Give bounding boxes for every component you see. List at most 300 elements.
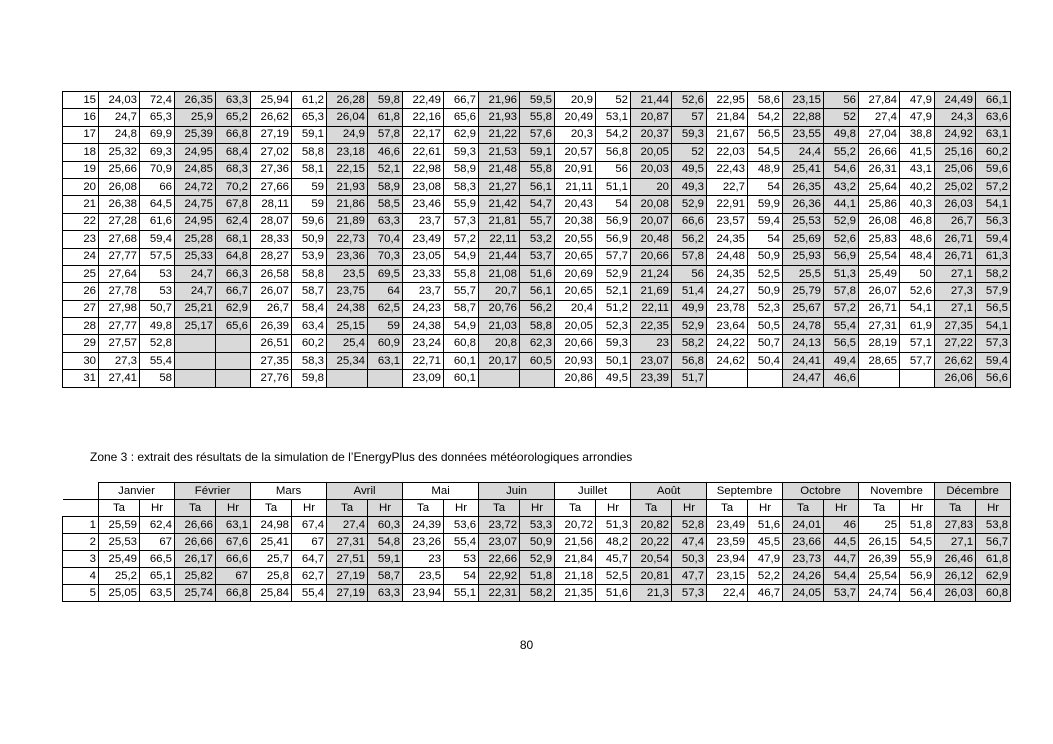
ta-header: Ta xyxy=(327,500,368,517)
hr-cell: 56 xyxy=(672,265,707,282)
ta-cell: 25 xyxy=(859,517,900,534)
month-header: Mai xyxy=(403,483,479,500)
hr-cell: 61,8 xyxy=(368,109,403,126)
hr-cell: 51,6 xyxy=(748,517,783,534)
ta-cell: 25,53 xyxy=(783,213,824,230)
table-row xyxy=(63,196,1011,213)
ta-cell: 25,83 xyxy=(859,231,900,248)
hr-cell: 53,9 xyxy=(292,248,327,265)
hr-cell: 52,9 xyxy=(672,196,707,213)
corner-cell xyxy=(63,483,99,500)
hr-header: Hr xyxy=(292,500,327,517)
table-row xyxy=(63,551,1011,568)
ta-cell: 26,17 xyxy=(175,551,216,568)
hr-cell: 67 xyxy=(140,534,175,551)
ta-cell: 20,54 xyxy=(631,551,672,568)
ta-cell: 24,49 xyxy=(935,92,976,109)
ta-header: Ta xyxy=(631,500,672,517)
hr-cell: 54,4 xyxy=(824,568,859,585)
ta-cell: 20,69 xyxy=(555,265,596,282)
hr-cell: 66,8 xyxy=(216,585,251,602)
ta-cell: 23,15 xyxy=(707,568,748,585)
ta-cell: 25,39 xyxy=(175,126,216,143)
ta-cell: 21,53 xyxy=(479,144,520,161)
hr-cell: 56,2 xyxy=(672,231,707,248)
hr-cell: 48,2 xyxy=(596,534,631,551)
ta-cell: 20,93 xyxy=(555,352,596,369)
hr-cell: 52,2 xyxy=(748,568,783,585)
ta-cell: 23,26 xyxy=(403,534,444,551)
table-row xyxy=(63,92,1011,109)
day-cell: 30 xyxy=(63,352,99,369)
hr-cell: 55,4 xyxy=(444,534,479,551)
hr-cell: 54,6 xyxy=(824,161,859,178)
hr-cell: 60,5 xyxy=(520,352,555,369)
hr-cell: 65,3 xyxy=(140,109,175,126)
ta-cell: 20,03 xyxy=(631,161,672,178)
hr-cell: 52,9 xyxy=(520,551,555,568)
hr-cell: 43,1 xyxy=(900,161,935,178)
ta-cell: 22,03 xyxy=(707,144,748,161)
ta-cell: 27,3 xyxy=(935,283,976,300)
month-header: Février xyxy=(175,483,251,500)
hr-cell: 51,6 xyxy=(596,585,631,602)
hr-cell: 53 xyxy=(140,283,175,300)
ta-cell: 24,38 xyxy=(403,318,444,335)
ta-cell: 27,02 xyxy=(251,144,292,161)
hr-cell: 58,8 xyxy=(520,318,555,335)
ta-cell: 20,65 xyxy=(555,283,596,300)
hr-cell: 60,3 xyxy=(368,517,403,534)
hr-cell: 62,5 xyxy=(368,300,403,317)
ta-cell: 26,66 xyxy=(175,534,216,551)
ta-cell: 25,9 xyxy=(175,109,216,126)
hr-cell: 65,6 xyxy=(444,109,479,126)
hr-cell: 69,3 xyxy=(140,144,175,161)
hr-cell: 51,8 xyxy=(520,568,555,585)
ta-cell: 25,33 xyxy=(175,248,216,265)
ta-cell: 20,66 xyxy=(555,335,596,352)
ta-cell: 26,35 xyxy=(783,178,824,195)
ta-cell: 22,15 xyxy=(327,161,368,178)
hr-cell: 60,8 xyxy=(444,335,479,352)
hr-cell: 57,8 xyxy=(672,248,707,265)
ta-cell: 25,94 xyxy=(251,92,292,109)
hr-cell: 51,4 xyxy=(672,283,707,300)
hr-cell: 66,8 xyxy=(216,126,251,143)
hr-cell: 53,7 xyxy=(824,585,859,602)
ta-cell: 22,66 xyxy=(479,551,520,568)
ta-cell: 23,7 xyxy=(403,283,444,300)
ta-cell: 22,49 xyxy=(403,92,444,109)
ta-cell: 27,51 xyxy=(327,551,368,568)
hr-cell: 52,3 xyxy=(596,318,631,335)
ta-header: Ta xyxy=(99,500,140,517)
hr-cell: 48,6 xyxy=(900,231,935,248)
ta-cell: 23,94 xyxy=(707,551,748,568)
page-number: 80 xyxy=(519,638,534,652)
hr-cell: 44,5 xyxy=(824,534,859,551)
hr-cell: 68,3 xyxy=(216,161,251,178)
hr-cell: 59,3 xyxy=(672,126,707,143)
hr-cell: 55,7 xyxy=(444,283,479,300)
ta-cell: 27,19 xyxy=(251,126,292,143)
ta-header: Ta xyxy=(935,500,976,517)
ta-cell: 21,56 xyxy=(555,534,596,551)
ta-cell: 21,89 xyxy=(327,213,368,230)
table-row xyxy=(63,370,1011,387)
hr-cell: 56,9 xyxy=(596,231,631,248)
ta-cell: 24,22 xyxy=(707,335,748,352)
hr-cell: 63,3 xyxy=(368,585,403,602)
hr-cell: 56,2 xyxy=(520,300,555,317)
hr-cell: 58,9 xyxy=(444,161,479,178)
ta-cell: 22,98 xyxy=(403,161,444,178)
ta-cell: 27,19 xyxy=(327,585,368,602)
ta-cell: 23,55 xyxy=(783,126,824,143)
ta-cell: 22,17 xyxy=(403,126,444,143)
hr-cell: 54,1 xyxy=(900,300,935,317)
hr-cell: 59,5 xyxy=(520,92,555,109)
ta-cell: 20 xyxy=(631,178,672,195)
ta-cell: 25,86 xyxy=(859,196,900,213)
hr-cell: 66 xyxy=(140,178,175,195)
hr-cell: 54,5 xyxy=(748,144,783,161)
hr-cell: 59,4 xyxy=(976,352,1011,369)
ta-cell: 27,1 xyxy=(935,534,976,551)
ta-cell: 20,48 xyxy=(631,231,672,248)
day-cell: 5 xyxy=(63,585,99,602)
month-header: Août xyxy=(631,483,707,500)
ta-cell: 25,74 xyxy=(175,585,216,602)
hr-cell: 43,2 xyxy=(824,178,859,195)
day-cell: 2 xyxy=(63,534,99,551)
hr-cell: 57,3 xyxy=(444,213,479,230)
hr-cell: 59 xyxy=(368,318,403,335)
hr-cell: 63,1 xyxy=(368,352,403,369)
ta-cell: 23 xyxy=(631,335,672,352)
hr-cell: 53,6 xyxy=(444,517,479,534)
ta-cell: 24,4 xyxy=(783,144,824,161)
ta-cell: 26,39 xyxy=(251,318,292,335)
hr-cell: 52 xyxy=(672,144,707,161)
ta-cell: 27,77 xyxy=(99,248,140,265)
hr-cell xyxy=(216,352,251,369)
ta-cell: 25,84 xyxy=(251,585,292,602)
hr-cell: 47,9 xyxy=(900,92,935,109)
hr-cell: 58,7 xyxy=(292,283,327,300)
ta-cell: 24,3 xyxy=(935,109,976,126)
hr-cell: 60,2 xyxy=(292,335,327,352)
hr-cell: 59,8 xyxy=(292,370,327,387)
ta-cell: 21,93 xyxy=(327,178,368,195)
hr-cell: 70,4 xyxy=(368,231,403,248)
table-row xyxy=(63,109,1011,126)
ta-cell: 25,05 xyxy=(99,585,140,602)
hr-header: Hr xyxy=(976,500,1011,517)
ta-cell: 23,94 xyxy=(403,585,444,602)
hr-cell: 51,3 xyxy=(824,265,859,282)
hr-cell: 58,1 xyxy=(292,161,327,178)
hr-cell: 54,5 xyxy=(900,534,935,551)
hr-cell: 60,1 xyxy=(444,352,479,369)
hr-cell: 50,5 xyxy=(748,318,783,335)
hr-cell: 60,9 xyxy=(368,335,403,352)
ta-cell: 23,07 xyxy=(631,352,672,369)
hr-cell: 56,6 xyxy=(976,370,1011,387)
ta-cell: 24,8 xyxy=(99,126,140,143)
table-row xyxy=(63,126,1011,143)
hr-cell xyxy=(520,370,555,387)
hr-cell: 55,4 xyxy=(292,585,327,602)
ta-cell: 25,67 xyxy=(783,300,824,317)
hr-cell: 52,9 xyxy=(596,265,631,282)
ta-cell: 24,78 xyxy=(783,318,824,335)
hr-cell: 67 xyxy=(216,568,251,585)
hr-cell xyxy=(216,370,251,387)
ta-cell: 25,79 xyxy=(783,283,824,300)
hr-cell: 58,3 xyxy=(444,178,479,195)
hr-header: Hr xyxy=(596,500,631,517)
month-header: Décembre xyxy=(935,483,1011,500)
hr-cell: 54,2 xyxy=(596,126,631,143)
hr-cell: 66,6 xyxy=(216,551,251,568)
ta-cell: 20,81 xyxy=(631,568,672,585)
ta-cell: 24,48 xyxy=(707,248,748,265)
ta-cell: 27,28 xyxy=(99,213,140,230)
ta-cell: 27,22 xyxy=(935,335,976,352)
hr-cell: 54,2 xyxy=(748,109,783,126)
ta-cell: 22,61 xyxy=(403,144,444,161)
hr-cell: 51,2 xyxy=(596,300,631,317)
hr-cell: 59,1 xyxy=(368,551,403,568)
ta-cell: 24,47 xyxy=(783,370,824,387)
hr-cell: 61,9 xyxy=(900,318,935,335)
hr-cell: 59,8 xyxy=(368,92,403,109)
ta-cell: 25,7 xyxy=(251,551,292,568)
hr-cell: 52,9 xyxy=(824,213,859,230)
ta-cell: 25,41 xyxy=(783,161,824,178)
hr-cell: 57,2 xyxy=(824,300,859,317)
ta-cell: 25,49 xyxy=(859,265,900,282)
hr-cell: 67,8 xyxy=(216,196,251,213)
ta-cell: 28,07 xyxy=(251,213,292,230)
ta-cell: 27,36 xyxy=(251,161,292,178)
hr-cell: 59 xyxy=(292,196,327,213)
ta-cell: 20,8 xyxy=(479,335,520,352)
ta-cell: 24,62 xyxy=(707,352,748,369)
hr-cell: 57,5 xyxy=(140,248,175,265)
hr-cell: 53,3 xyxy=(520,517,555,534)
ta-cell: 25,66 xyxy=(99,161,140,178)
ta-cell: 25,28 xyxy=(175,231,216,248)
hr-cell: 56,3 xyxy=(976,213,1011,230)
ta-cell: 24,74 xyxy=(859,585,900,602)
hr-cell: 49,8 xyxy=(140,318,175,335)
ta-cell: 27,31 xyxy=(859,318,900,335)
hr-cell: 52,3 xyxy=(748,300,783,317)
hr-cell: 49,9 xyxy=(672,300,707,317)
hr-cell: 44,7 xyxy=(824,551,859,568)
hr-cell: 65,1 xyxy=(140,568,175,585)
hr-header: Hr xyxy=(520,500,555,517)
ta-cell: 22,11 xyxy=(479,231,520,248)
ta-cell: 24,7 xyxy=(99,109,140,126)
hr-cell: 55,2 xyxy=(824,144,859,161)
ta-cell: 20,82 xyxy=(631,517,672,534)
table-row xyxy=(63,283,1011,300)
ta-cell: 26,04 xyxy=(327,109,368,126)
ta-cell: 23,09 xyxy=(403,370,444,387)
ta-cell: 21,22 xyxy=(479,126,520,143)
ta-cell: 23,08 xyxy=(403,178,444,195)
hr-cell: 50,7 xyxy=(140,300,175,317)
hr-cell: 70,9 xyxy=(140,161,175,178)
ta-cell: 27,83 xyxy=(935,517,976,534)
ta-cell: 26,62 xyxy=(935,352,976,369)
ta-cell: 21,84 xyxy=(707,109,748,126)
ta-cell: 24,23 xyxy=(403,300,444,317)
ta-cell: 25,69 xyxy=(783,231,824,248)
hr-header: Hr xyxy=(748,500,783,517)
hr-cell: 58,2 xyxy=(520,585,555,602)
day-cell: 4 xyxy=(63,568,99,585)
ta-cell: 25,32 xyxy=(99,144,140,161)
ta-cell: 26,03 xyxy=(935,196,976,213)
hr-cell: 64,8 xyxy=(216,248,251,265)
ta-cell: 20,3 xyxy=(555,126,596,143)
day-cell: 28 xyxy=(63,318,99,335)
ta-cell: 25,16 xyxy=(935,144,976,161)
hr-cell: 52,6 xyxy=(672,92,707,109)
ta-cell: 20,66 xyxy=(631,248,672,265)
hr-cell: 55,9 xyxy=(900,551,935,568)
table-row xyxy=(63,213,1011,230)
day-cell: 3 xyxy=(63,551,99,568)
ta-cell: 22,31 xyxy=(479,585,520,602)
hr-cell: 55,1 xyxy=(444,585,479,602)
ta-cell: 20,22 xyxy=(631,534,672,551)
hr-cell: 58,8 xyxy=(292,265,327,282)
ta-cell: 27,3 xyxy=(99,352,140,369)
hr-cell: 66,6 xyxy=(672,213,707,230)
ta-cell: 25,49 xyxy=(99,551,140,568)
hr-cell: 57,6 xyxy=(520,126,555,143)
ta-cell: 24,01 xyxy=(783,517,824,534)
ta-cell: 26,12 xyxy=(935,568,976,585)
hr-cell: 56,5 xyxy=(748,126,783,143)
ta-cell: 28,11 xyxy=(251,196,292,213)
table-row xyxy=(63,318,1011,335)
ta-header: Ta xyxy=(175,500,216,517)
ta-cell: 21,86 xyxy=(327,196,368,213)
hr-cell: 45,5 xyxy=(748,534,783,551)
ta-header: Ta xyxy=(707,500,748,517)
hr-cell: 45,7 xyxy=(596,551,631,568)
ta-cell: 20,9 xyxy=(555,92,596,109)
ta-cell: 21,81 xyxy=(479,213,520,230)
month-header: Novembre xyxy=(859,483,935,500)
hr-cell: 52,5 xyxy=(748,265,783,282)
hr-cell: 63,5 xyxy=(140,585,175,602)
hr-cell: 55,8 xyxy=(520,109,555,126)
ta-cell: 26,7 xyxy=(935,213,976,230)
ta-cell: 27,4 xyxy=(327,517,368,534)
hr-header: Hr xyxy=(900,500,935,517)
hr-cell: 53 xyxy=(444,551,479,568)
ta-cell: 24,92 xyxy=(935,126,976,143)
ta-cell: 27,76 xyxy=(251,370,292,387)
hr-cell: 66,7 xyxy=(216,283,251,300)
ta-cell: 28,33 xyxy=(251,231,292,248)
day-cell: 18 xyxy=(63,144,99,161)
hr-cell: 50,9 xyxy=(748,283,783,300)
day-cell: 20 xyxy=(63,178,99,195)
hr-cell: 57,3 xyxy=(672,585,707,602)
hr-cell: 54 xyxy=(596,196,631,213)
hr-cell: 49,4 xyxy=(824,352,859,369)
ta-cell: 24,26 xyxy=(783,568,824,585)
ta-cell: 26,58 xyxy=(251,265,292,282)
hr-cell: 56,9 xyxy=(900,568,935,585)
hr-cell: 66,5 xyxy=(140,551,175,568)
hr-cell: 58,5 xyxy=(368,196,403,213)
ta-cell: 22,11 xyxy=(631,300,672,317)
hr-cell: 57 xyxy=(672,109,707,126)
hr-cell: 69,5 xyxy=(368,265,403,282)
ta-header: Ta xyxy=(859,500,900,517)
hr-cell: 48,9 xyxy=(748,161,783,178)
ta-cell: 22,16 xyxy=(403,109,444,126)
table-row xyxy=(63,231,1011,248)
hr-cell: 54 xyxy=(748,178,783,195)
ta-cell: 22,92 xyxy=(479,568,520,585)
ta-cell: 23 xyxy=(403,551,444,568)
ta-cell: 25,54 xyxy=(859,568,900,585)
ta-cell: 20,55 xyxy=(555,231,596,248)
day-cell: 1 xyxy=(63,517,99,534)
ta-cell: 20,07 xyxy=(631,213,672,230)
ta-cell: 24,41 xyxy=(783,352,824,369)
hr-cell: 38,8 xyxy=(900,126,935,143)
ta-cell: 28,65 xyxy=(859,352,900,369)
hr-cell: 53,2 xyxy=(520,231,555,248)
hr-cell: 62,9 xyxy=(976,568,1011,585)
ta-cell: 25,53 xyxy=(99,534,140,551)
ta-cell: 23,59 xyxy=(707,534,748,551)
hr-cell: 72,4 xyxy=(140,92,175,109)
hr-cell: 57,8 xyxy=(824,283,859,300)
month-header: Septembre xyxy=(707,483,783,500)
hr-cell: 62,9 xyxy=(216,300,251,317)
hr-cell: 58,4 xyxy=(292,300,327,317)
hr-cell: 46,6 xyxy=(368,144,403,161)
ta-cell: 24,95 xyxy=(175,213,216,230)
hr-cell: 56,9 xyxy=(596,213,631,230)
day-cell: 15 xyxy=(63,92,99,109)
hr-cell: 61,8 xyxy=(976,551,1011,568)
ta-cell: 24,13 xyxy=(783,335,824,352)
ta-cell: 26,71 xyxy=(935,248,976,265)
ta-cell: 23,39 xyxy=(631,370,672,387)
ta-cell: 25,06 xyxy=(935,161,976,178)
ta-cell: 27,4 xyxy=(859,109,900,126)
ta-cell: 22,73 xyxy=(327,231,368,248)
month-header: Mars xyxy=(251,483,327,500)
hr-cell: 54,1 xyxy=(976,196,1011,213)
ta-cell: 24,27 xyxy=(707,283,748,300)
ta-cell xyxy=(479,370,520,387)
